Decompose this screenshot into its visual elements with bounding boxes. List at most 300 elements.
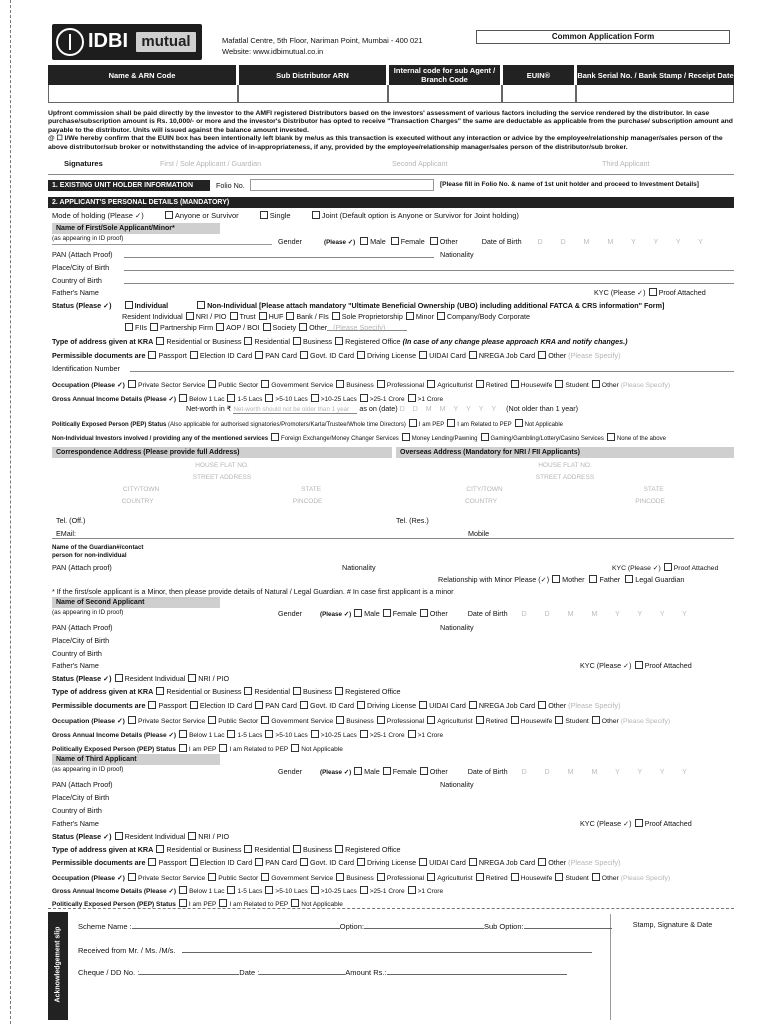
second-other-occ: Other bbox=[601, 718, 619, 725]
third-kra-res-checkbox[interactable] bbox=[244, 845, 252, 853]
country-line bbox=[124, 283, 734, 284]
third-govt-checkbox[interactable] bbox=[261, 873, 269, 881]
inc-b4: >10-25 Lacs bbox=[320, 396, 357, 403]
third-inc-b6-checkbox[interactable] bbox=[408, 886, 416, 894]
forex-checkbox[interactable] bbox=[271, 433, 279, 441]
male-label: Male bbox=[370, 237, 386, 246]
kra-resbus-checkbox[interactable] bbox=[156, 337, 164, 345]
second-govt-id-checkbox[interactable] bbox=[300, 701, 308, 709]
second-kra-resbus-checkbox[interactable] bbox=[156, 687, 164, 695]
second-kra-resbus: Residential or Business bbox=[166, 687, 242, 696]
third-business: Business bbox=[346, 875, 374, 882]
sub-arn-field[interactable] bbox=[238, 85, 388, 103]
section1-note: [Please fill in Folio No. & name of 1st unit holder and proceed to Investment Details] bbox=[440, 181, 699, 188]
third-male-checkbox[interactable] bbox=[354, 767, 362, 775]
logo-idbi: IDBI bbox=[88, 30, 128, 52]
logo-mutual: mutual bbox=[136, 32, 196, 52]
partnership-checkbox[interactable] bbox=[150, 323, 158, 331]
agri-label: Agriculturist bbox=[437, 382, 473, 389]
ovs-state: STATE bbox=[643, 486, 664, 493]
first-applicant-title: Name of First/Sole Applicant/Minor* bbox=[52, 223, 220, 234]
second-status-label: Status (Please ✓) bbox=[52, 674, 112, 683]
other-occ-checkbox[interactable] bbox=[592, 380, 600, 388]
bank-checkbox[interactable] bbox=[286, 312, 294, 320]
second-nri: NRI / PIO bbox=[198, 674, 230, 683]
third-public-checkbox[interactable] bbox=[208, 873, 216, 881]
second-female-checkbox[interactable] bbox=[383, 609, 391, 617]
kra-label: Type of address given at KRA bbox=[52, 337, 154, 346]
passport-checkbox[interactable] bbox=[148, 351, 156, 359]
second-govt-checkbox[interactable] bbox=[261, 716, 269, 724]
society-checkbox[interactable] bbox=[263, 323, 271, 331]
dob-input[interactable]: D D M M Y Y Y Y bbox=[537, 239, 711, 246]
nrega-label: NREGA Job Card bbox=[478, 351, 536, 360]
father-checkbox[interactable] bbox=[589, 575, 597, 583]
third-govt-id-checkbox[interactable] bbox=[300, 858, 308, 866]
suboption-input[interactable] bbox=[524, 928, 612, 929]
gaming-label: Gaming/Gambling/Lottery/Casino Services bbox=[490, 436, 604, 442]
second-male-checkbox[interactable] bbox=[354, 609, 362, 617]
second-nri-checkbox[interactable] bbox=[188, 674, 196, 682]
income-label: Gross Annual Income Details (Please ✓) bbox=[52, 396, 177, 403]
third-pep-label: Politically Exposed Person (PEP) Status bbox=[52, 901, 176, 908]
mode-holding-row bbox=[52, 211, 519, 220]
guardian-note: * If the first/sole applicant is a Minor, then please provide details of Natural / Legal Guardian. # In case first applicant is a minor bbox=[52, 587, 454, 596]
second-govt-id: Govt. ID Card bbox=[310, 701, 354, 710]
kra-res-checkbox[interactable] bbox=[244, 337, 252, 345]
corr-house: HOUSE FLAT NO. bbox=[195, 462, 249, 469]
third-prof-checkbox[interactable] bbox=[377, 873, 385, 881]
nationality-label: Nationality bbox=[440, 250, 474, 259]
second-male: Male bbox=[364, 609, 380, 618]
aop-checkbox[interactable] bbox=[216, 323, 224, 331]
third-housewife-checkbox[interactable] bbox=[511, 873, 519, 881]
pan-card-checkbox[interactable] bbox=[255, 351, 263, 359]
third-public: Public Sector bbox=[218, 875, 259, 882]
legal-label: Legal Guardian bbox=[635, 575, 685, 584]
sig-second: Second Applicant bbox=[392, 159, 448, 168]
third-kyc: KYC (Please ✓) bbox=[580, 819, 632, 828]
sig-third: Third Applicant bbox=[602, 159, 650, 168]
ovs-city: CITY/TOWN bbox=[466, 486, 503, 493]
govt-id-label: Govt. ID Card bbox=[310, 351, 354, 360]
logo-emblem-icon bbox=[56, 28, 84, 56]
prof-checkbox[interactable] bbox=[377, 380, 385, 388]
country-label: Country of Birth bbox=[52, 276, 102, 285]
second-ri-checkbox[interactable] bbox=[115, 674, 123, 682]
place-line bbox=[124, 270, 734, 271]
second-prof-checkbox[interactable] bbox=[377, 716, 385, 724]
nonind-checkbox[interactable] bbox=[197, 301, 205, 309]
second-passport: Passport bbox=[158, 701, 187, 710]
pep-related: I am Related to PEP bbox=[457, 422, 512, 428]
third-pep-related-checkbox[interactable] bbox=[219, 899, 227, 907]
mother-label: Mother bbox=[562, 575, 585, 584]
third-dl-checkbox[interactable] bbox=[357, 858, 365, 866]
minor-checkbox[interactable] bbox=[406, 312, 414, 320]
pan-line bbox=[124, 257, 434, 258]
third-docs-row bbox=[52, 858, 621, 867]
joint-checkbox[interactable] bbox=[312, 211, 320, 219]
second-inc-b3-checkbox[interactable] bbox=[265, 730, 273, 738]
corr-state: STATE bbox=[301, 486, 322, 493]
minor-label: Minor bbox=[415, 312, 434, 321]
third-country: Country of Birth bbox=[52, 806, 102, 815]
pep-na-checkbox[interactable] bbox=[515, 419, 523, 427]
inc-b4-checkbox[interactable] bbox=[311, 394, 319, 402]
second-pep-related-checkbox[interactable] bbox=[219, 744, 227, 752]
option-input[interactable] bbox=[364, 928, 484, 929]
second-dl-checkbox[interactable] bbox=[357, 701, 365, 709]
second-pep-iam-checkbox[interactable] bbox=[179, 744, 187, 752]
kra-bus-checkbox[interactable] bbox=[293, 337, 301, 345]
business-checkbox[interactable] bbox=[336, 380, 344, 388]
other-status-checkbox[interactable] bbox=[299, 323, 307, 331]
third-other-checkbox[interactable] bbox=[420, 767, 428, 775]
govt-id-checkbox[interactable] bbox=[300, 351, 308, 359]
second-agri: Agriculturist bbox=[437, 718, 473, 725]
kyc-row bbox=[594, 288, 706, 297]
overseas-address-fields[interactable] bbox=[396, 460, 734, 508]
third-kra-reg-checkbox[interactable] bbox=[335, 845, 343, 853]
third-passport: Passport bbox=[158, 858, 187, 867]
col-name-arn: Name & ARN Code bbox=[48, 65, 236, 85]
individual-checkbox[interactable] bbox=[125, 301, 133, 309]
third-student: Student bbox=[565, 875, 589, 882]
ason-input[interactable]: DDMMYYYY bbox=[399, 406, 505, 413]
agri-checkbox[interactable] bbox=[427, 380, 435, 388]
govt-checkbox[interactable] bbox=[261, 380, 269, 388]
retired-label: Retired bbox=[485, 382, 508, 389]
third-other-doc-checkbox[interactable] bbox=[538, 858, 546, 866]
third-ri-checkbox[interactable] bbox=[115, 832, 123, 840]
kra-row-1 bbox=[52, 337, 628, 346]
inc-b5-checkbox[interactable] bbox=[360, 394, 368, 402]
ovs-house: HOUSE FLAT NO. bbox=[538, 462, 592, 469]
second-inc-b5-checkbox[interactable] bbox=[360, 730, 368, 738]
fiis-checkbox[interactable] bbox=[125, 323, 133, 331]
ason-label: as on (date) bbox=[359, 404, 398, 413]
corr-pin: PINCODE bbox=[292, 498, 323, 505]
student-checkbox[interactable] bbox=[555, 380, 563, 388]
company-label: Company/Body Corporate bbox=[446, 312, 530, 321]
other-gender-checkbox[interactable] bbox=[430, 237, 438, 245]
second-other-doc-checkbox[interactable] bbox=[538, 701, 546, 709]
received-input[interactable] bbox=[182, 952, 592, 953]
third-doc-specify: (Please Specify) bbox=[568, 858, 621, 867]
second-occ-row bbox=[52, 716, 670, 725]
second-dl: Driving License bbox=[366, 701, 417, 710]
second-business: Business bbox=[346, 718, 374, 725]
bank-serial-field[interactable] bbox=[576, 85, 734, 103]
second-retired: Retired bbox=[485, 718, 508, 725]
kra-reg-checkbox[interactable] bbox=[335, 337, 343, 345]
inc-b5: >25-1 Crore bbox=[369, 396, 405, 403]
other-doc-checkbox[interactable] bbox=[538, 351, 546, 359]
third-private-checkbox[interactable] bbox=[128, 873, 136, 881]
second-uidai-checkbox[interactable] bbox=[419, 701, 427, 709]
second-passport-checkbox[interactable] bbox=[148, 701, 156, 709]
gender-please: (Please ✓) bbox=[323, 239, 356, 246]
third-income-label: Gross Annual Income Details (Please ✓) bbox=[52, 888, 177, 895]
third-passport-checkbox[interactable] bbox=[148, 858, 156, 866]
other-status-label: Other bbox=[309, 323, 328, 332]
ack-cheque-row bbox=[78, 968, 567, 977]
third-pep-na-checkbox[interactable] bbox=[291, 899, 299, 907]
third-govt-id: Govt. ID Card bbox=[310, 858, 354, 867]
euin-declaration: @ ☐ I/We hereby confirm that the EUIN box has been intentionally left blank by me/us as this transaction is executed without any interaction or advice by the employee/relationship manager/sales person of the above distributor/sub broker or notwithstanding the advice of in-appropriateness, if any, provided by the employee/relationship manager/sales person of the distributor/sub broker. bbox=[48, 135, 723, 151]
private-label: Private Sector Service bbox=[137, 382, 206, 389]
second-business-checkbox[interactable] bbox=[336, 716, 344, 724]
second-father: Father's Name bbox=[52, 661, 99, 670]
inc-b2-checkbox[interactable] bbox=[227, 394, 235, 402]
proof-label: Proof Attached bbox=[658, 288, 706, 297]
kra-res: Residential bbox=[254, 337, 290, 346]
housewife-checkbox[interactable] bbox=[511, 380, 519, 388]
networth-row bbox=[186, 404, 578, 414]
second-election-checkbox[interactable] bbox=[190, 701, 198, 709]
folio-label: Folio No. bbox=[216, 181, 245, 190]
euin-field[interactable] bbox=[502, 85, 576, 103]
pep-related-checkbox[interactable] bbox=[447, 419, 455, 427]
sole-checkbox[interactable] bbox=[332, 312, 340, 320]
ack-date-input[interactable] bbox=[259, 974, 345, 975]
inc-b2: 1-5 Lacs bbox=[237, 396, 263, 403]
second-inc-b1-checkbox[interactable] bbox=[179, 730, 187, 738]
student-label: Student bbox=[565, 382, 589, 389]
signatures-label: Signatures bbox=[64, 159, 103, 168]
kra-bus: Business bbox=[302, 337, 333, 346]
retired-checkbox[interactable] bbox=[476, 380, 484, 388]
third-kyc-row bbox=[580, 819, 692, 828]
second-housewife: Housewife bbox=[520, 718, 553, 725]
second-pep-label: Politically Exposed Person (PEP) Status bbox=[52, 746, 176, 753]
second-housewife-checkbox[interactable] bbox=[511, 716, 519, 724]
third-inc-b1-checkbox[interactable] bbox=[179, 886, 187, 894]
public-label: Public Sector bbox=[218, 382, 259, 389]
gaming-checkbox[interactable] bbox=[481, 433, 489, 441]
pep-iam-checkbox[interactable] bbox=[409, 419, 417, 427]
gender-label: Gender bbox=[278, 237, 302, 246]
third-pep-related: I am Related to PEP bbox=[229, 901, 289, 908]
third-uidai: UIDAI Card bbox=[429, 858, 466, 867]
guardian-kyc: KYC (Please ✓) bbox=[612, 565, 661, 572]
anyone-label: Anyone or Survivor bbox=[174, 211, 239, 220]
cheque-input[interactable] bbox=[139, 974, 239, 975]
guardian-kyc-checkbox[interactable] bbox=[664, 563, 672, 571]
inc-b1: Below 1 Lac bbox=[189, 396, 225, 403]
relationship-label: Relationship with Minor Please (✓) bbox=[438, 575, 550, 584]
second-applicant-title: Name of Second Applicant bbox=[52, 597, 220, 608]
third-pan: PAN (Attach Proof) bbox=[52, 780, 113, 789]
ack-scheme-row bbox=[78, 922, 612, 931]
third-uidai-checkbox[interactable] bbox=[419, 858, 427, 866]
inc-b3-checkbox[interactable] bbox=[265, 394, 273, 402]
docs-row-1 bbox=[52, 351, 621, 360]
third-pep-iam: I am PEP bbox=[188, 901, 217, 908]
company-checkbox[interactable] bbox=[437, 312, 445, 320]
amount-input[interactable] bbox=[387, 974, 567, 975]
third-place: Place/City of Birth bbox=[52, 793, 110, 802]
third-inc-b2-checkbox[interactable] bbox=[227, 886, 235, 894]
father-label: Father's Name bbox=[52, 288, 99, 297]
second-pep-related: I am Related to PEP bbox=[229, 746, 289, 753]
third-dob-input[interactable]: D D M M Y Y Y Y bbox=[521, 769, 695, 776]
third-proof: Proof Attached bbox=[644, 819, 692, 828]
third-inc-b6: >1 Crore bbox=[417, 888, 444, 895]
second-kra-res-checkbox[interactable] bbox=[244, 687, 252, 695]
col-euin: EUIN® bbox=[502, 65, 574, 85]
second-kyc-checkbox[interactable] bbox=[635, 661, 643, 669]
election-checkbox[interactable] bbox=[190, 351, 198, 359]
third-other-occ-checkbox[interactable] bbox=[592, 873, 600, 881]
second-docs-label: Permissible documents are bbox=[52, 701, 146, 710]
folio-input[interactable] bbox=[250, 179, 434, 191]
second-gender-row bbox=[278, 609, 695, 618]
nonind-services-label: Non-Individual Investors involved / providing any of the mentioned services bbox=[52, 436, 269, 442]
dob-label: Date of Birth bbox=[481, 237, 522, 246]
second-public-checkbox[interactable] bbox=[208, 716, 216, 724]
third-inc-b4-checkbox[interactable] bbox=[311, 886, 319, 894]
guardian-label: Name of the Guardian#/contact person for non-individual bbox=[52, 544, 144, 559]
first-name-line bbox=[52, 244, 272, 245]
second-as-id: (as appearing in ID proof) bbox=[52, 609, 124, 616]
second-student: Student bbox=[565, 718, 589, 725]
second-pep-row bbox=[52, 744, 343, 753]
forex-label: Foreign Exchange/Money Changer Services bbox=[281, 436, 399, 442]
scheme-input[interactable] bbox=[132, 928, 340, 929]
second-kra-reg-checkbox[interactable] bbox=[335, 687, 343, 695]
second-agri-checkbox[interactable] bbox=[427, 716, 435, 724]
second-inc-b6: >1 Crore bbox=[417, 732, 444, 739]
single-checkbox[interactable] bbox=[260, 211, 268, 219]
second-nrega-checkbox[interactable] bbox=[469, 701, 477, 709]
second-other-occ-checkbox[interactable] bbox=[592, 716, 600, 724]
uidai-checkbox[interactable] bbox=[419, 351, 427, 359]
third-kyc-checkbox[interactable] bbox=[635, 819, 643, 827]
pep-iam: I am PEP bbox=[418, 422, 445, 428]
second-dob-input[interactable]: D D M M Y Y Y Y bbox=[521, 611, 695, 618]
second-election: Election ID Card bbox=[199, 701, 253, 710]
option-label: Option: bbox=[339, 922, 364, 931]
third-occ-specify: (Please Specify) bbox=[620, 875, 671, 882]
second-occ-label: Occupation (Please ✓) bbox=[52, 718, 125, 725]
address-line: Mafatlal Centre, 5th Floor, Nariman Point, Mumbai - 400 021 bbox=[222, 36, 423, 45]
name-arn-field[interactable] bbox=[48, 85, 238, 103]
third-kra-resbus-checkbox[interactable] bbox=[156, 845, 164, 853]
dl-checkbox[interactable] bbox=[357, 351, 365, 359]
corr-address-fields[interactable] bbox=[52, 460, 392, 508]
lending-checkbox[interactable] bbox=[402, 433, 410, 441]
third-business-checkbox[interactable] bbox=[336, 873, 344, 881]
third-kra-bus-checkbox[interactable] bbox=[293, 845, 301, 853]
overseas-address-title: Overseas Address (Mandatory for NRI / FII Applicants) bbox=[396, 447, 734, 458]
kra-note: (In case of any change please approach KRA and notify changes.) bbox=[402, 337, 628, 346]
kyc-checkbox[interactable] bbox=[649, 288, 657, 296]
received-label: Received from Mr. / Ms. /M/s. bbox=[78, 946, 176, 955]
third-kra-row bbox=[52, 845, 401, 854]
second-please: (Please ✓) bbox=[319, 611, 352, 618]
female-checkbox[interactable] bbox=[391, 237, 399, 245]
tel-off-label: Tel. (Off.) bbox=[56, 516, 86, 525]
other-doc-label: Other bbox=[548, 351, 567, 360]
third-nri-checkbox[interactable] bbox=[188, 832, 196, 840]
second-pan-card-checkbox[interactable] bbox=[255, 701, 263, 709]
inc-b6-checkbox[interactable] bbox=[408, 394, 416, 402]
nolder-label: (Not older than 1 year) bbox=[506, 404, 579, 413]
third-ri: Resident Individual bbox=[124, 832, 186, 841]
guardian-kyc-row bbox=[612, 563, 718, 572]
second-inc-b1: Below 1 Lac bbox=[189, 732, 225, 739]
third-female-checkbox[interactable] bbox=[383, 767, 391, 775]
third-inc-b5-checkbox[interactable] bbox=[360, 886, 368, 894]
second-inc-b6-checkbox[interactable] bbox=[408, 730, 416, 738]
third-inc-b3-checkbox[interactable] bbox=[265, 886, 273, 894]
none-checkbox[interactable] bbox=[607, 433, 615, 441]
passport-label: Passport bbox=[158, 351, 187, 360]
corr-address-title: Correspondence Address (Please provide full Address) bbox=[52, 447, 392, 458]
third-pep-iam-checkbox[interactable] bbox=[179, 899, 187, 907]
second-pep-na-checkbox[interactable] bbox=[291, 744, 299, 752]
govt-label: Government Service bbox=[271, 382, 334, 389]
anyone-checkbox[interactable] bbox=[165, 211, 173, 219]
second-retired-checkbox[interactable] bbox=[476, 716, 484, 724]
second-kra-bus-checkbox[interactable] bbox=[293, 687, 301, 695]
second-income-label: Gross Annual Income Details (Please ✓) bbox=[52, 732, 177, 739]
second-student-checkbox[interactable] bbox=[555, 716, 563, 724]
second-kra-bus: Business bbox=[302, 687, 333, 696]
sole-label: Sole Proprietorship bbox=[341, 312, 403, 321]
third-inc-b4: >10-25 Lacs bbox=[320, 888, 357, 895]
mother-checkbox[interactable] bbox=[552, 575, 560, 583]
private-checkbox[interactable] bbox=[128, 380, 136, 388]
third-pan-card-checkbox[interactable] bbox=[255, 858, 263, 866]
second-private-checkbox[interactable] bbox=[128, 716, 136, 724]
nrega-checkbox[interactable] bbox=[469, 351, 477, 359]
third-male: Male bbox=[364, 767, 380, 776]
third-kra-bus: Business bbox=[302, 845, 333, 854]
kra-reg: Registered Office bbox=[345, 337, 401, 346]
male-checkbox[interactable] bbox=[360, 237, 368, 245]
status-label: Status (Please ✓) bbox=[52, 301, 112, 310]
second-other-checkbox[interactable] bbox=[420, 609, 428, 617]
third-status-label: Status (Please ✓) bbox=[52, 832, 112, 841]
third-kra-reg: Registered Office bbox=[345, 845, 401, 854]
trust-label: Trust bbox=[239, 312, 256, 321]
col-bank-serial: Bank Serial No. / Bank Stamp / Receipt Date bbox=[576, 65, 734, 85]
legal-checkbox[interactable] bbox=[625, 575, 633, 583]
networth-input[interactable]: Net-worth should not be older than 1 year bbox=[233, 406, 357, 414]
third-student-checkbox[interactable] bbox=[555, 873, 563, 881]
internal-code-field[interactable] bbox=[388, 85, 502, 103]
trust-checkbox[interactable] bbox=[230, 312, 238, 320]
third-nrega-checkbox[interactable] bbox=[469, 858, 477, 866]
public-checkbox[interactable] bbox=[208, 380, 216, 388]
third-agri-checkbox[interactable] bbox=[427, 873, 435, 881]
scheme-label: Scheme Name : bbox=[78, 922, 132, 931]
third-election-checkbox[interactable] bbox=[190, 858, 198, 866]
inc-b1-checkbox[interactable] bbox=[179, 394, 187, 402]
second-pan-card: PAN Card bbox=[265, 701, 298, 710]
office-address bbox=[222, 35, 423, 57]
huf-checkbox[interactable] bbox=[259, 312, 267, 320]
second-inc-b2-checkbox[interactable] bbox=[227, 730, 235, 738]
third-retired-checkbox[interactable] bbox=[476, 873, 484, 881]
upfront-text: Upfront commission shall be paid directly by the investor to the AMFI registered Distributors based on the investors' assessment of various factors including the service rendered by the distributor. In case purchase/subscription amount is Rs. 10,000/- or more and the investor's Distributor has opted to receive "Transaction Charges" the same are deductable as applicable from the purchase/ subscription amount and payable to the distributor. Units will issued against the balance amount invested. bbox=[48, 110, 733, 134]
second-inc-b4-checkbox[interactable] bbox=[311, 730, 319, 738]
ovs-country: COUNTRY bbox=[465, 498, 498, 505]
nri-checkbox[interactable] bbox=[186, 312, 194, 320]
